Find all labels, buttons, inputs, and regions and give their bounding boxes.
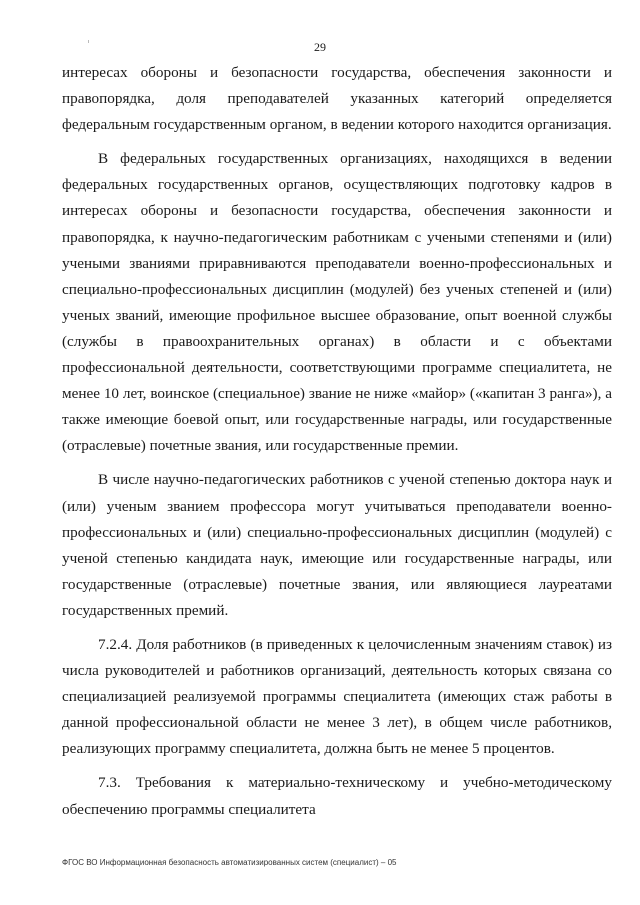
paragraph-7-2-4: 7.2.4. Доля работников (в приведенных к целочисленным значениям ставок) из числа руководителей и работников организаций, деятельность которых связана со специализацией реализуемой программы специалитета (имеющих стаж работы в данной профессиональной области не менее 3 лет), в общем числе работников, реализующих программу специалитета, должна быть не менее 5 процентов. <box>62 635 612 758</box>
page-footer: ФГОС ВО Информационная безопасность автоматизированных систем (специалист) – 05 <box>62 858 397 867</box>
paragraph-doctoral-count: В числе научно-педагогических работников с ученой степенью доктора наук и (или) ученым званием профессора могут учитываться преподаватели военно-профессиональных и (или) специально-профессиональных дисциплин (модулей) с ученой степенью кандидата наук, имеющие или государственные награды, или государственные (отраслевые) почетные звания, или являющиеся лауреатами государственных премий. <box>62 471 612 619</box>
paragraph-7-3-heading: 7.3. Требования к материально-техническому и учебно-методическому обеспечению программы специалитета <box>62 774 612 818</box>
document-body <box>62 60 612 831</box>
page-number: 29 <box>314 40 326 54</box>
paragraph-continuation: интересах обороны и безопасности государства, обеспечения законности и правопорядка, доля преподавателей указанных категорий определяется федеральным государственным органом, в ведении которого находится организация. <box>62 64 612 134</box>
paragraph-equivalence-rule: В федеральных государственных организациях, находящихся в ведении федеральных государственных органов, осуществляющих подготовку кадров в интересах обороны и безопасности государства, обеспечения законности и правопорядка, к научно-педагогическим работникам с учеными степенями и (или) учеными званиями приравниваются преподаватели военно-профессиональных и специально-профессиональных дисциплин (модулей) без ученых степеней и (или) ученых званий, имеющие профильное высшее образование, опыт военной службы (службы в правоохранительных органах) в области и с объектами профессиональной деятельности, соответствующими программе специалитета, не менее 10 лет, воинское (специальное) звание не ниже «майор» («капитан 3 ранга»), а также имеющие боевой опыт, или государственные награды, или государственные (отраслевые) почетные звания, или государственные премии. <box>62 150 612 455</box>
